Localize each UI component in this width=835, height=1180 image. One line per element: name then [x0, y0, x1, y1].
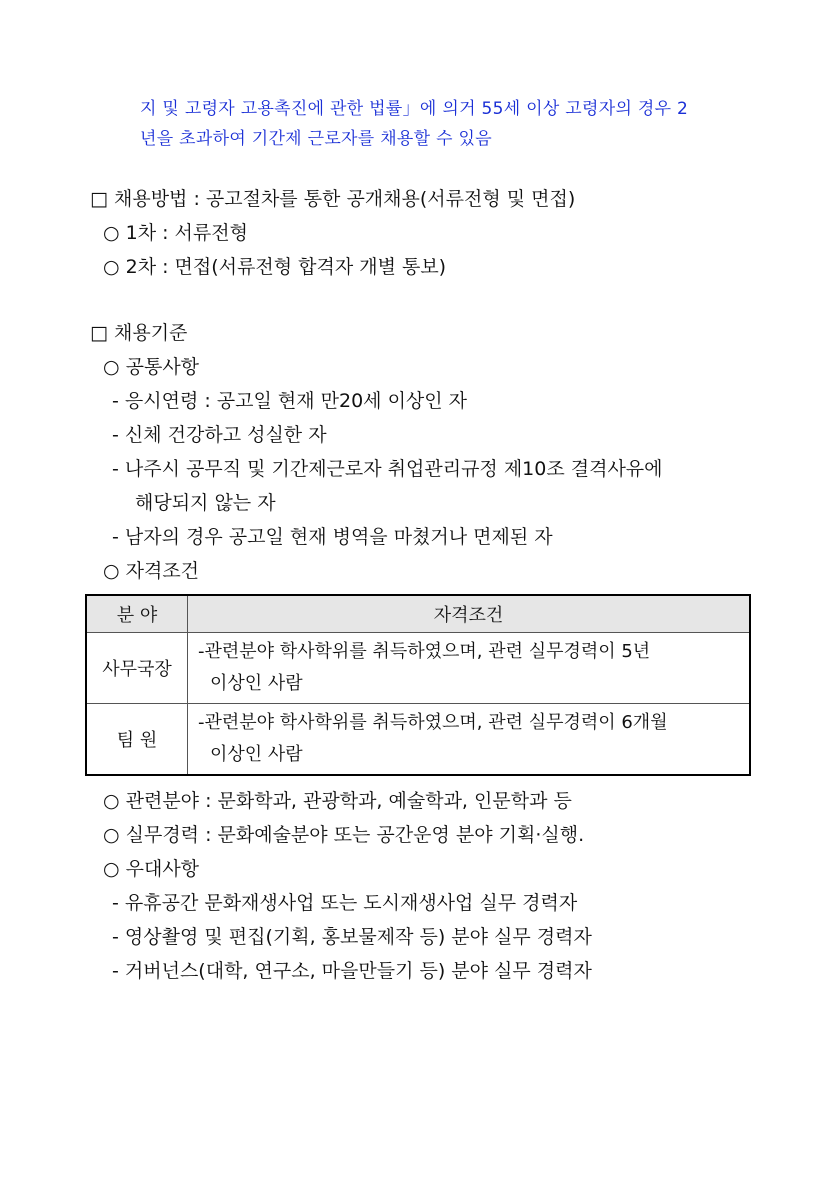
condition-cell — [188, 704, 751, 776]
preference-item: - 영상촬영 및 편집(기획, 홍보물제작 등) 분야 실무 경력자 — [112, 926, 592, 948]
note-line-1: 지 및 고령자 고용촉진에 관한 법률」에 의거 55세 이상 고령자의 경우 2 — [140, 99, 689, 119]
related-fields: ○ 관련분야 : 문화학과, 관광학과, 예술학과, 인문학과 등 — [103, 790, 572, 812]
header-qualification: 자격조건 — [188, 595, 751, 633]
qual-heading: ○ 자격조건 — [103, 560, 200, 582]
method-step-1: ○ 1차 : 서류전형 — [103, 222, 248, 244]
common-heading: ○ 공통사항 — [103, 356, 200, 378]
common-item-military: - 남자의 경우 공고일 현재 병역을 마쳤거나 면제된 자 — [112, 526, 553, 548]
method-heading: □ 채용방법 : 공고절차를 통한 공개채용(서류전형 및 면접) — [90, 188, 576, 210]
field-cell: 사무국장 — [86, 633, 188, 704]
qualification-table — [85, 594, 751, 776]
common-item-disqualification: - 나주시 공무직 및 기간제근로자 취업관리규정 제10조 결격사유에 — [112, 458, 663, 480]
table-header-row — [86, 595, 750, 633]
preference-item: - 유휴공간 문화재생사업 또는 도시재생사업 실무 경력자 — [112, 892, 578, 914]
work-experience: ○ 실무경력 : 문화예술분야 또는 공간운영 분야 기획·실행. — [103, 824, 585, 846]
preference-item: - 거버넌스(대학, 연구소, 마을만들기 등) 분야 실무 경력자 — [112, 960, 592, 982]
field-cell: 팀 원 — [86, 704, 188, 776]
method-step-2: ○ 2차 : 면접(서류전형 합격자 개별 통보) — [103, 256, 447, 278]
common-item-age: - 응시연령 : 공고일 현재 만20세 이상인 자 — [112, 390, 468, 412]
common-item-health: - 신체 건강하고 성실한 자 — [112, 424, 327, 446]
common-item-disqualification-cont: 해당되지 않는 자 — [135, 492, 276, 514]
condition-cell — [188, 633, 751, 704]
condition-line: 이상인 사람 — [210, 744, 303, 765]
table-row — [86, 633, 750, 704]
condition-line: -관련분야 학사학위를 취득하였으며, 관련 실무경력이 6개월 — [198, 712, 668, 733]
condition-line: 이상인 사람 — [210, 673, 303, 694]
header-field: 분 야 — [86, 595, 188, 633]
condition-line: -관련분야 학사학위를 취득하였으며, 관련 실무경력이 5년 — [198, 641, 651, 662]
preference-heading: ○ 우대사항 — [103, 858, 200, 880]
note-line-2: 년을 초과하여 기간제 근로자를 채용할 수 있음 — [140, 129, 492, 149]
table-row — [86, 704, 750, 776]
criteria-heading: □ 채용기준 — [90, 322, 188, 344]
